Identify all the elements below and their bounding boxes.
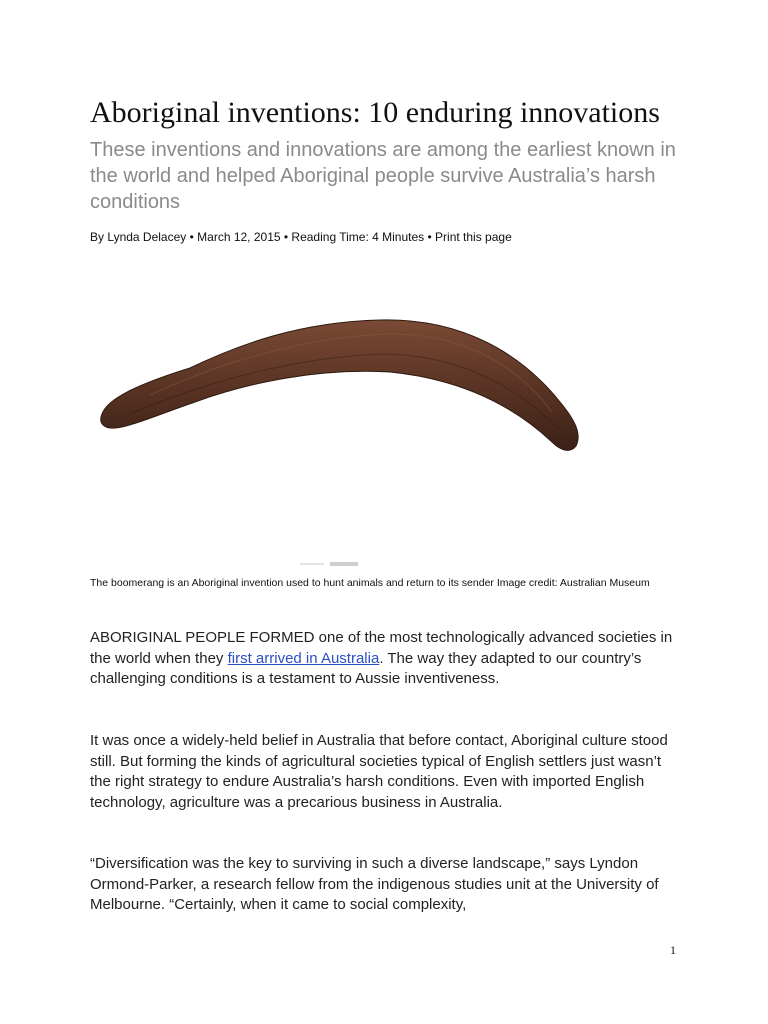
paragraph-3: “Diversification was the key to surviving in such a diverse landscape,” says Lyndon Ormond-Parker, a research fellow from the indigenous studies unit at the University of Melbourne. “Certainly, when it came to social complexity,: [90, 855, 659, 913]
image-caption: The boomerang is an Aboriginal invention used to hunt animals and return to its sender Image credit: Australian Museum: [90, 577, 650, 589]
page-number: 1: [670, 943, 676, 957]
paragraph-text: one of the most technologically advanced societies in the world when they: [90, 629, 673, 667]
boomerang-icon: [90, 262, 590, 574]
print-page-link[interactable]: Print this page: [435, 230, 512, 244]
byline-date: March 12, 2015: [197, 230, 281, 244]
first-arrived-link[interactable]: first arrived in Australia: [227, 649, 380, 667]
byline-reading-time: Reading Time: 4 Minutes: [291, 230, 425, 244]
article-byline: By Lynda Delacey • March 12, 2015 • Reading Time: 4 Minutes • Print this page: [90, 230, 512, 244]
paragraph-1: [90, 628, 680, 690]
paragraph-2: It was once a widely-held belief in Australia that before contact, Aboriginal culture stood still. But forming the kinds of agricultural societies typical of English settlers just wasn’t the right strategy to endure Australia’s harsh conditions. Even with imported English technology, agriculture was a precarious business in Australia.: [90, 732, 668, 811]
scale-bar: [300, 562, 358, 566]
boomerang-image: [90, 262, 590, 574]
paragraph-lead: ABORIGINAL PEOPLE FORMED: [90, 629, 315, 646]
byline-author: By Lynda Delacey: [90, 230, 187, 244]
article-subtitle: These inventions and innovations are among the earliest known in the world and helped Aboriginal people survive Australia’s harsh conditions: [90, 139, 676, 213]
paragraph-text: . The way they adapted to our country’s challenging conditions is a testament to Aussie inventiveness.: [90, 649, 642, 687]
article-title: Aboriginal inventions: 10 enduring innovations: [90, 96, 660, 129]
